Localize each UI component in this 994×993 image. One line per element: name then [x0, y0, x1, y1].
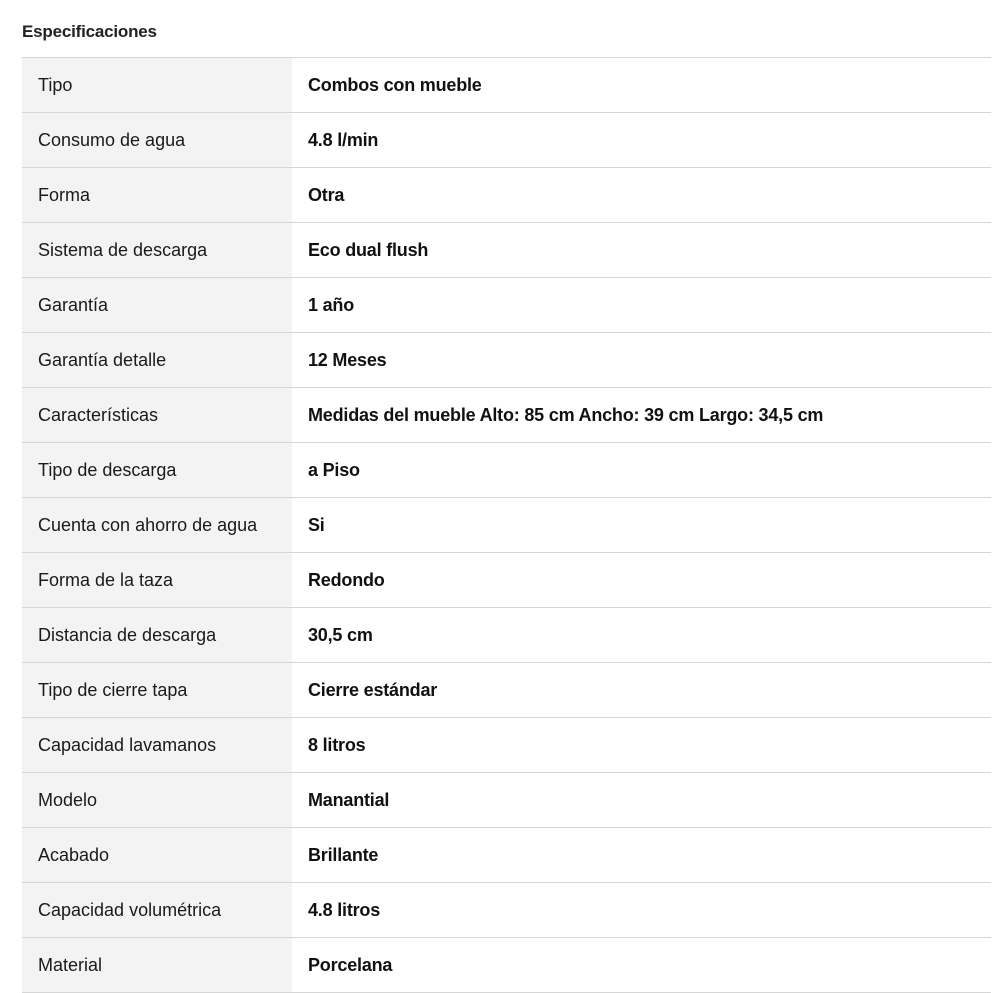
spec-value: Redondo [292, 553, 991, 608]
spec-row [22, 223, 991, 278]
spec-value: Si [292, 498, 991, 553]
spec-value: 30,5 cm [292, 608, 991, 663]
spec-label: Tipo de cierre tapa [22, 663, 292, 718]
spec-label: Tipo de descarga [22, 443, 292, 498]
spec-value: Cierre estándar [292, 663, 991, 718]
spec-value: Medidas del mueble Alto: 85 cm Ancho: 39 cm Largo: 34,5 cm [292, 388, 991, 443]
spec-label: Forma de la taza [22, 553, 292, 608]
section-title: Especificaciones [22, 22, 157, 41]
spec-row [22, 278, 991, 333]
spec-label: Material [22, 938, 292, 993]
spec-row [22, 718, 991, 773]
spec-label: Sistema de descarga [22, 223, 292, 278]
spec-value: 4.8 litros [292, 883, 991, 938]
spec-row [22, 333, 991, 388]
spec-row [22, 608, 991, 663]
spec-row [22, 388, 991, 443]
spec-row [22, 168, 991, 223]
spec-row [22, 773, 991, 828]
spec-row [22, 58, 991, 113]
spec-label: Tipo [22, 58, 292, 113]
spec-value: 1 año [292, 278, 991, 333]
spec-value: 8 litros [292, 718, 991, 773]
spec-label: Garantía detalle [22, 333, 292, 388]
spec-label: Garantía [22, 278, 292, 333]
spec-value: a Piso [292, 443, 991, 498]
spec-row [22, 553, 991, 608]
spec-row [22, 663, 991, 718]
spec-row [22, 938, 991, 993]
spec-value: 12 Meses [292, 333, 991, 388]
spec-row [22, 443, 991, 498]
spec-row [22, 498, 991, 553]
spec-label: Acabado [22, 828, 292, 883]
spec-value: Eco dual flush [292, 223, 991, 278]
spec-value: Porcelana [292, 938, 991, 993]
spec-row [22, 113, 991, 168]
spec-label: Modelo [22, 773, 292, 828]
spec-label: Distancia de descarga [22, 608, 292, 663]
spec-value: 4.8 l/min [292, 113, 991, 168]
specifications-table [22, 57, 991, 993]
spec-value: Brillante [292, 828, 991, 883]
spec-label: Cuenta con ahorro de agua [22, 498, 292, 553]
spec-label: Capacidad volumétrica [22, 883, 292, 938]
spec-value: Combos con mueble [292, 58, 991, 113]
spec-value: Otra [292, 168, 991, 223]
spec-row [22, 883, 991, 938]
specifications-table-body [22, 58, 991, 993]
spec-label: Capacidad lavamanos [22, 718, 292, 773]
spec-label: Consumo de agua [22, 113, 292, 168]
spec-row [22, 828, 991, 883]
spec-value: Manantial [292, 773, 991, 828]
spec-label: Forma [22, 168, 292, 223]
spec-label: Características [22, 388, 292, 443]
